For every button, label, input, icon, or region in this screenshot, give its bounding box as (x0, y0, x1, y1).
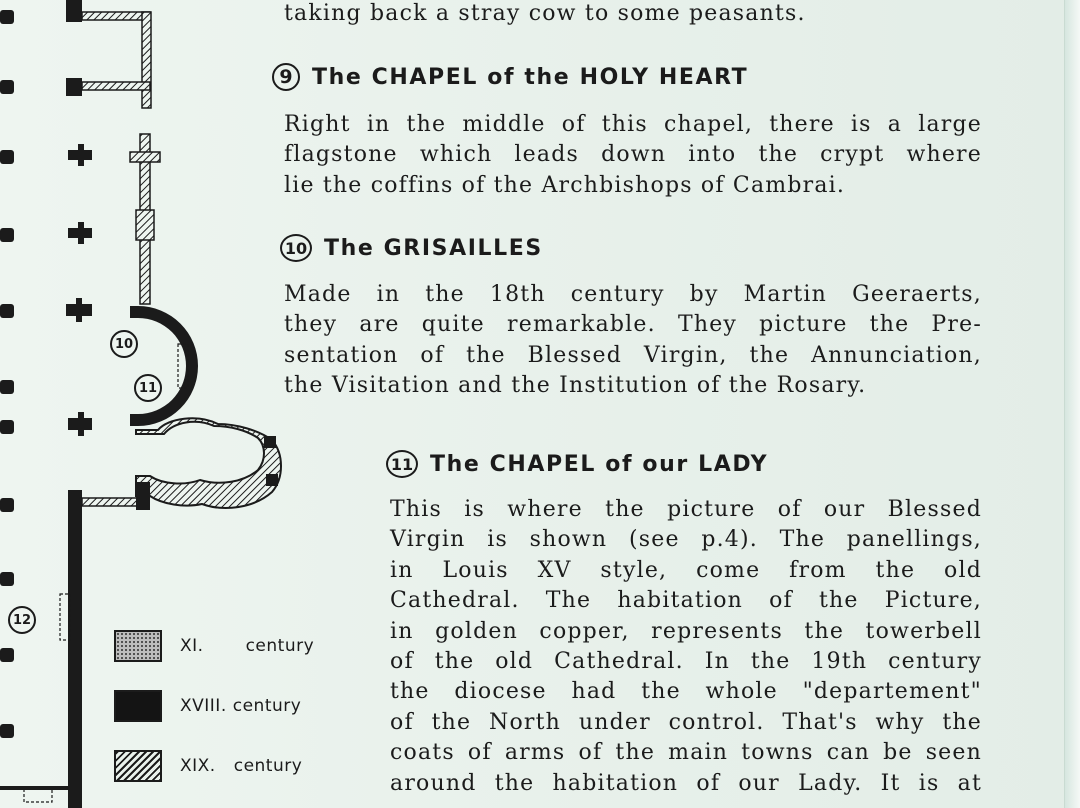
body-line: of the old Cathedral. In the 19th century (390, 649, 982, 675)
plan-marker-11: 11 (134, 374, 162, 402)
section-heading-10 (280, 234, 543, 262)
section-title: The CHAPEL of the HOLY HEART (312, 64, 749, 90)
body-line: Made in the 18th century by Martin Geeraerts, (284, 282, 982, 307)
upper-walls (82, 12, 160, 304)
legend-row-xi (114, 630, 314, 662)
section-heading-9 (272, 63, 748, 91)
body-line: they are quite remarkable. They picture the Pre- (284, 312, 982, 338)
page-edge (1064, 0, 1080, 808)
body-line: This is where the picture of our Blessed (390, 497, 982, 522)
legend-label (180, 756, 302, 776)
section-title: The CHAPEL of our LADY (430, 451, 769, 477)
legend-period: XVIII. (180, 696, 227, 716)
plan-marker-12: 12 (8, 606, 36, 634)
pillar-column-inner (66, 0, 92, 436)
body-line: sentation of the Blessed Virgin, the Annunciation, (284, 342, 982, 368)
body-line: Cathedral. The habitation of the Picture, (390, 588, 982, 614)
body-line: coats of arms of the main towns can be seen (390, 740, 982, 766)
body-line: the diocese had the whole "departement" (390, 679, 982, 705)
swatch-solid (114, 690, 162, 722)
plan-marker-10: 10 (110, 330, 138, 358)
legend-row-xviii (114, 690, 301, 722)
body-line: around the habitation of our Lady. It is at (390, 770, 982, 796)
body-line: in Louis XV style, come from the old (390, 557, 982, 583)
legend-row-xix (114, 750, 302, 782)
section-body-11 (390, 495, 982, 799)
section-number: 9 (272, 63, 300, 91)
legend-word: century (233, 756, 303, 776)
section-heading-11 (386, 450, 768, 478)
section-number: 10 (280, 234, 312, 262)
swatch-hatch (114, 750, 162, 782)
legend-period: XI. (180, 636, 204, 656)
body-line: in golden copper, represents the towerbell (390, 618, 982, 644)
body-line: Right in the middle of this chapel, there is a large (284, 112, 982, 137)
section-body-10 (284, 280, 982, 402)
body-line: of the North under control. That's why the (390, 709, 982, 735)
lady-chapel (136, 418, 281, 508)
legend-period: XIX. (180, 756, 216, 776)
legend-label (180, 636, 314, 656)
legend-word: century (232, 696, 302, 716)
floor-plan (0, 0, 290, 808)
body-line: the Visitation and the Institution of the Rosary. (284, 373, 867, 399)
section-body-9 (284, 110, 982, 201)
top-fragment: taking back a stray cow to some peasants. (284, 1, 806, 26)
swatch-stipple (114, 630, 162, 662)
legend-label (180, 696, 301, 716)
body-line: lie the coffins of the Archbishops of Cambrai. (284, 172, 846, 198)
section-title: The GRISAILLES (324, 235, 543, 261)
body-line: Virgin is shown (see p.4). The panellings, (390, 527, 982, 553)
section-number: 11 (386, 450, 418, 478)
body-line: flagstone which leads down into the crypt where (284, 142, 982, 168)
legend-word: century (245, 636, 315, 656)
